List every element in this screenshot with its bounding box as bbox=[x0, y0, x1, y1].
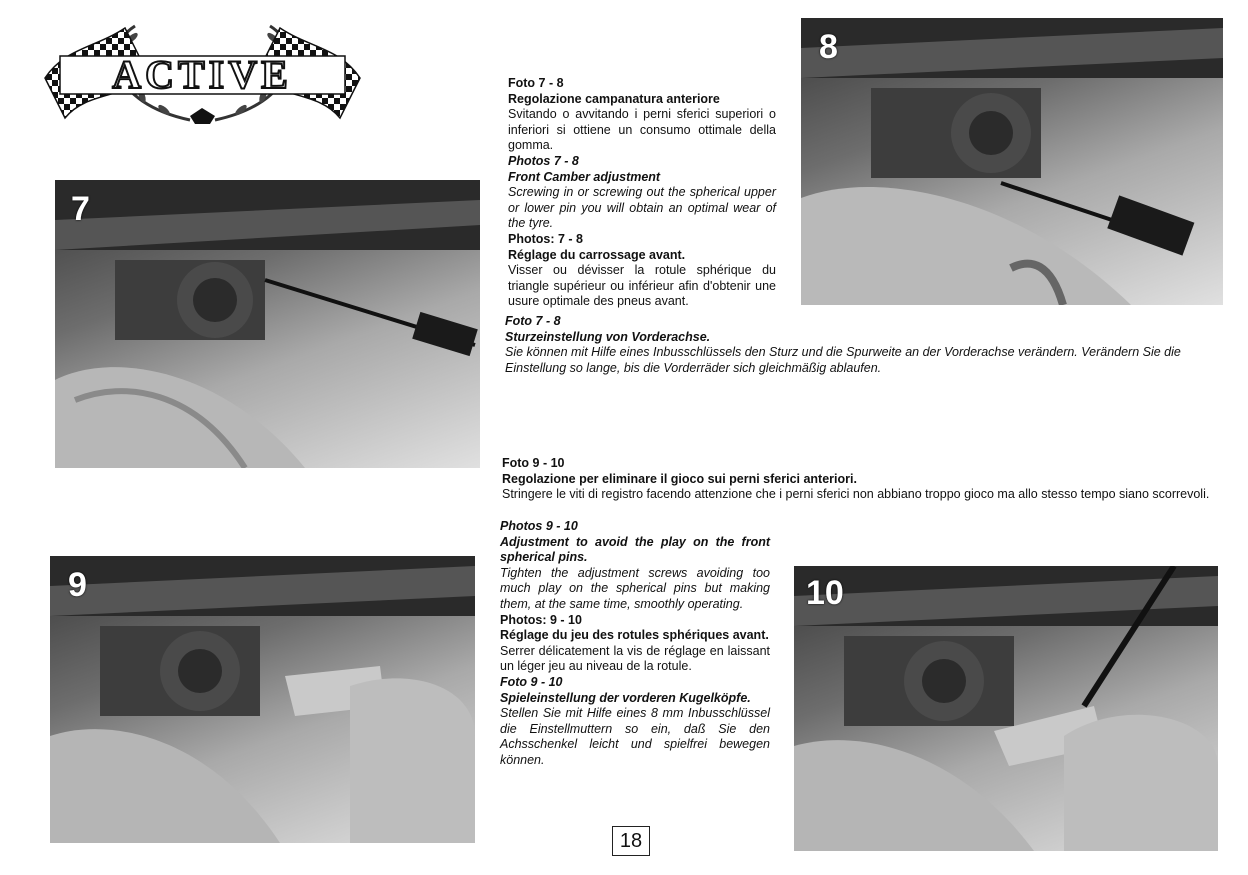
logo-graphic bbox=[40, 8, 365, 128]
photo-9 bbox=[50, 556, 475, 843]
section-9-10-column bbox=[500, 519, 770, 769]
fr-heading-7-8: Réglage du carrossage avant. bbox=[508, 247, 686, 262]
en-body-9-10: Tighten the adjustment screws avoiding too much play on the spherical pins but making them, at the same time, smoothly operating. bbox=[500, 565, 770, 611]
fr-heading-9-10: Réglage du jeu des rotules sphériques avant. bbox=[500, 628, 769, 643]
it-body-7-8: Svitando o avvitando i perni sferici superiori o inferiori si ottiene un consumo ottimale della gomma. bbox=[508, 107, 776, 153]
it-title-9-10: Foto 9 - 10 bbox=[502, 456, 565, 470]
logo-text: ACTIVE bbox=[112, 52, 292, 97]
it-heading-7-8: Regolazione campanatura anteriore bbox=[508, 91, 720, 106]
photo-number: 10 bbox=[806, 574, 844, 612]
en-title-7-8: Photos 7 - 8 bbox=[508, 153, 579, 168]
de-body-9-10: Stellen Sie mit Hilfe eines 8 mm Inbusschlüssel die Einstellmuttern so ein, daß Sie den Achsschenkel leicht und spielfrei bewegen können. bbox=[500, 706, 770, 767]
it-title-7-8: Foto 7 - 8 bbox=[508, 76, 564, 90]
en-body-7-8: Screwing in or screwing out the spherical upper or lower pin you will obtain an optimal wear of the tyre. bbox=[508, 185, 776, 231]
fr-title-9-10: Photos: 9 - 10 bbox=[500, 612, 582, 627]
fr-body-7-8: Visser ou dévisser la rotule sphérique du triangle supérieur ou inférieur afin d'obtenir une usure optimale des pneus avant. bbox=[508, 263, 776, 309]
section-9-10-italian bbox=[502, 456, 1220, 503]
de-heading-7-8: Sturzeinstellung von Vorderachse. bbox=[505, 329, 711, 344]
de-heading-9-10: Spieleinstellung der vorderen Kugelköpfe. bbox=[500, 690, 751, 705]
de-title-9-10: Foto 9 - 10 bbox=[500, 674, 563, 689]
page-number: 18 bbox=[612, 826, 650, 856]
it-body-9-10: Stringere le viti di registro facendo attenzione che i perni sferici non abbiano troppo gioco ma allo stesso tempo siano scorrevoli. bbox=[502, 487, 1210, 502]
photo-10 bbox=[794, 566, 1218, 851]
photo-number: 8 bbox=[819, 28, 838, 66]
fr-body-9-10: Serrer délicatement la vis de réglage en laissant un léger jeu au niveau de la rotule. bbox=[500, 643, 770, 674]
section-7-8-column bbox=[508, 76, 776, 310]
en-heading-9-10: Adjustment to avoid the play on the front spherical pins. bbox=[500, 534, 770, 565]
it-heading-9-10: Regolazione per eliminare il gioco sui perni sferici anteriori. bbox=[502, 471, 857, 486]
en-title-9-10: Photos 9 - 10 bbox=[500, 519, 578, 533]
photo-8 bbox=[801, 18, 1223, 305]
section-7-8-german bbox=[505, 314, 1223, 376]
active-logo bbox=[40, 8, 365, 128]
photo-number: 7 bbox=[71, 190, 90, 228]
photo-number: 9 bbox=[68, 566, 87, 604]
de-title-7-8: Foto 7 - 8 bbox=[505, 314, 561, 328]
de-body-7-8: Sie können mit Hilfe eines Inbusschlüssels den Sturz und die Spurweite an der Vorderachse verändern. Verändern Sie die Einstellung so lange, bis die Vorderräder sich gleichmäßig ablaufen. bbox=[505, 345, 1181, 375]
en-heading-7-8: Front Camber adjustment bbox=[508, 169, 661, 184]
fr-title-7-8: Photos: 7 - 8 bbox=[508, 231, 584, 246]
photo-7 bbox=[55, 180, 480, 468]
